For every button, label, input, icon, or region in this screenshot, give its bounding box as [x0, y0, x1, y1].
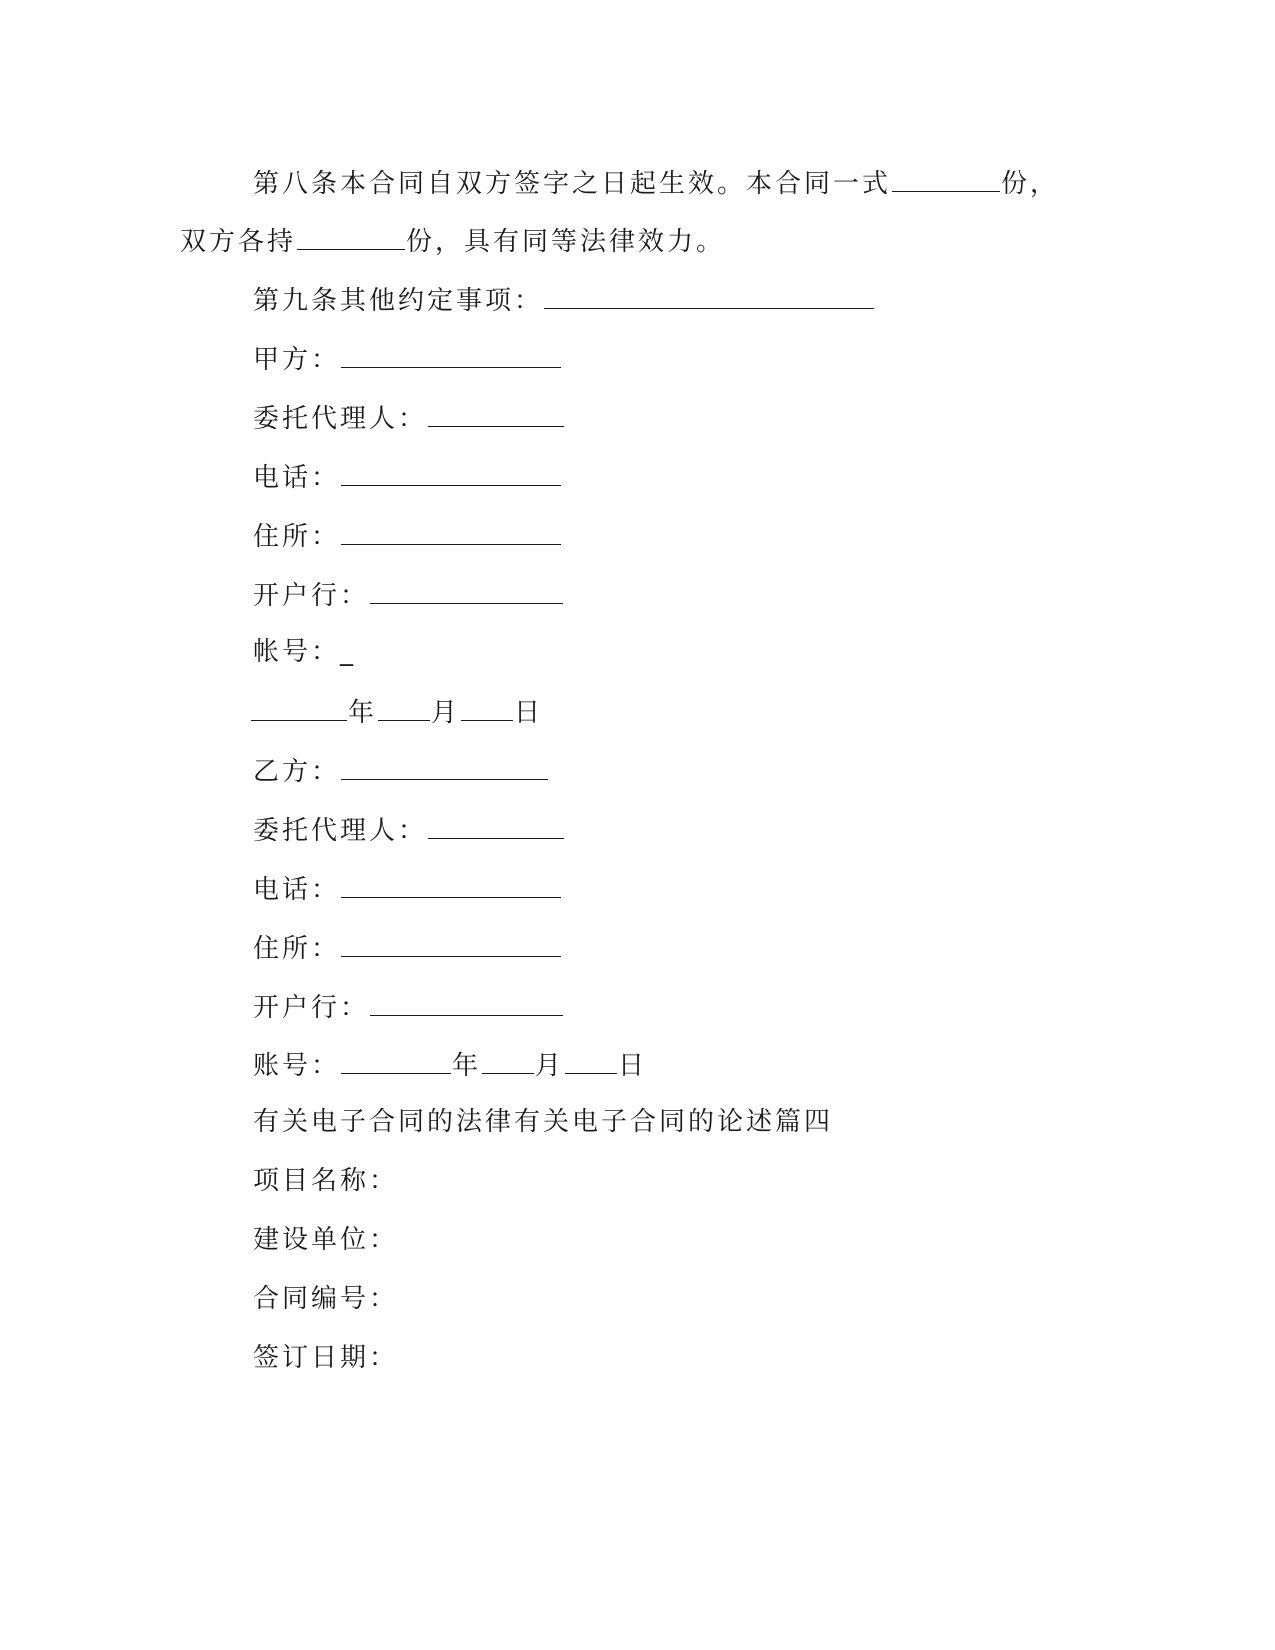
party-b-address-label: 住所： [253, 934, 341, 964]
sign-date-label: 签订日期： [253, 1343, 399, 1373]
party-a-bank-label: 开户行： [253, 581, 370, 611]
party-b-bank-line [253, 989, 564, 1024]
project-name-line [253, 1165, 398, 1197]
party-b-phone-line [253, 871, 562, 906]
party-a-address-blank[interactable] [341, 518, 561, 545]
article-8-line-1 [253, 165, 1059, 200]
party-b-day-blank[interactable] [565, 1047, 617, 1074]
party-a-bank-line [253, 577, 564, 612]
other-terms-blank[interactable] [544, 282, 874, 309]
article-8-text-1: 第八条本合同自双方签字之日起生效。本合同一式 [253, 169, 892, 199]
party-a-date-line [250, 694, 543, 729]
sign-date-line [253, 1342, 398, 1374]
party-a-blank[interactable] [341, 341, 561, 368]
party-a-agent-label: 委托代理人： [253, 404, 428, 434]
article-8-text-3: 双方各持 [180, 227, 297, 257]
party-a-account-line [253, 636, 356, 668]
party-a-month-label: 月 [431, 698, 461, 728]
copies-each-blank[interactable] [297, 223, 405, 250]
party-a-day-blank[interactable] [461, 694, 513, 721]
party-b-line [253, 753, 549, 788]
party-b-day-label: 日 [618, 1051, 648, 1081]
project-name-label: 项目名称： [253, 1166, 399, 1196]
party-a-month-blank[interactable] [378, 694, 430, 721]
party-b-address-blank[interactable] [341, 930, 561, 957]
article-9-text: 第九条其他约定事项： [253, 286, 544, 316]
contract-no-label: 合同编号： [253, 1284, 399, 1314]
party-a-year-label: 年 [348, 698, 378, 728]
party-b-phone-label: 电话： [253, 875, 341, 905]
party-b-year-label: 年 [452, 1051, 482, 1081]
party-a-agent-line [253, 400, 565, 435]
party-b-agent-blank[interactable] [428, 812, 564, 839]
party-b-bank-label: 开户行： [253, 993, 370, 1023]
section-4-heading-text: 有关电子合同的法律有关电子合同的论述篇四 [253, 1107, 834, 1137]
party-b-account-label: 账号： [253, 1051, 341, 1081]
party-a-account-label: 帐号：_ [253, 637, 357, 667]
party-b-agent-line [253, 812, 565, 847]
copies-total-blank[interactable] [892, 165, 1000, 192]
party-b-month-blank[interactable] [482, 1047, 534, 1074]
party-a-line [253, 341, 562, 376]
section-4-heading [253, 1106, 833, 1138]
party-b-account-line [253, 1047, 647, 1082]
builder-line [253, 1224, 398, 1256]
party-a-address-label: 住所： [253, 522, 341, 552]
article-8-text-4: 份，具有同等法律效力。 [406, 227, 726, 257]
party-a-year-blank[interactable] [251, 694, 347, 721]
party-b-phone-blank[interactable] [341, 871, 561, 898]
party-a-label: 甲方： [253, 345, 341, 375]
builder-label: 建设单位： [253, 1225, 399, 1255]
contract-no-line [253, 1283, 398, 1315]
party-a-agent-blank[interactable] [428, 400, 564, 427]
party-a-day-label: 日 [514, 698, 544, 728]
article-8-text-2: 份， [1001, 169, 1060, 199]
party-b-bank-blank[interactable] [370, 989, 563, 1016]
party-b-blank[interactable] [341, 753, 548, 780]
party-b-agent-label: 委托代理人： [253, 816, 428, 846]
party-a-phone-label: 电话： [253, 463, 341, 493]
party-b-month-label: 月 [535, 1051, 565, 1081]
party-b-label: 乙方： [253, 757, 341, 787]
party-a-phone-line [253, 459, 562, 494]
party-b-account-blank[interactable] [341, 1047, 451, 1074]
article-8-line-2 [180, 223, 725, 258]
article-9-line [253, 282, 875, 317]
party-a-address-line [253, 518, 562, 553]
party-a-bank-blank[interactable] [370, 577, 563, 604]
party-b-address-line [253, 930, 562, 965]
party-a-phone-blank[interactable] [341, 459, 561, 486]
